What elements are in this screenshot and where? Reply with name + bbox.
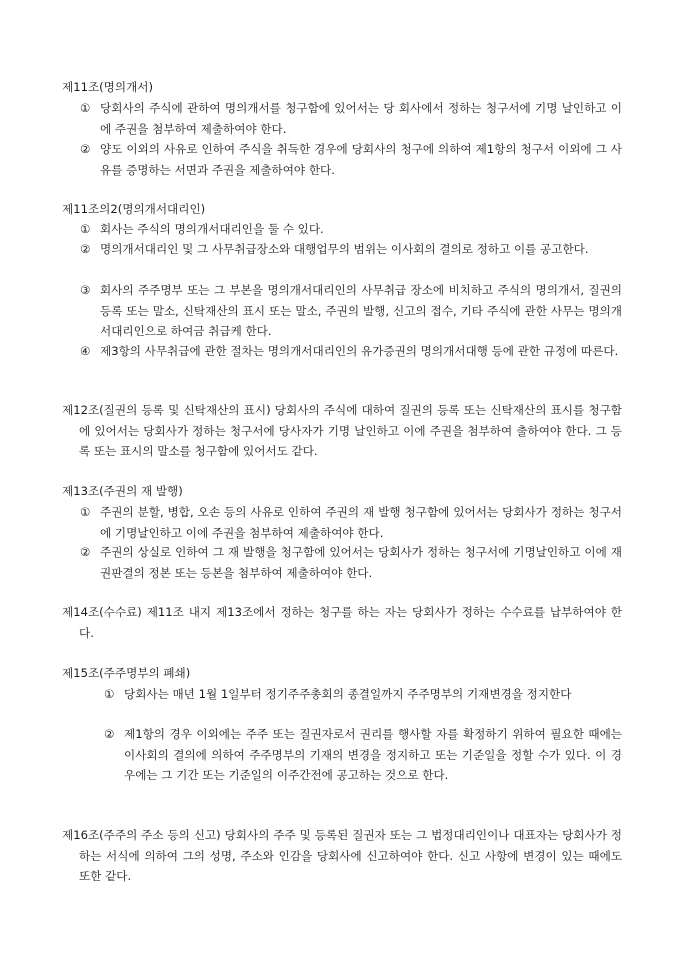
clause-text: 주권의 분할, 병합, 오손 등의 사유로 인하여 주권의 재 발행 청구함에 있어서는 당회사가 정하는 청구서에 기명날인하고 이에 주권을 첨부하여 제출하여야 한다. xyxy=(100,505,622,540)
clause-text: 당회사의 주식에 관하여 명의개서를 청구함에 있어서는 당 회사에서 정하는 청구서에 기명 날인하고 이에 주권을 첨부하여 제출하여야 한다. xyxy=(100,101,622,136)
article-heading: 제11조(명의개서) xyxy=(62,80,153,94)
clause-number: ① xyxy=(80,101,91,115)
clause-number: ④ xyxy=(80,344,91,358)
article-paragraph: 제16조(주주의 주소 등의 신고) 당회사의 주주 및 등록된 질권자 또는 그 법정대리인이나 대표자는 당회사가 정하는 서식에 의하여 그의 성명, 주소와 인감을 당회사에 신고하여야 한다. 신고 사항에 변경이 있는 때에도 또한 같다. xyxy=(62,828,622,883)
clause-text: 당회사는 매년 1월 1일부터 정기주주총회의 종결일까지 주주명부의 기재변경을 정지한다 xyxy=(124,687,572,701)
clause-text: 회사는 주식의 명의개서대리인을 둘 수 있다. xyxy=(100,222,324,236)
article-paragraph: 제12조(질권의 등록 및 신탁재산의 표시) 당회사의 주식에 대하여 질권의 등록 또는 신탁재산의 표시를 청구함에 있어서는 당회사가 정하는 청구서에 당사자가 기명 날인하고 이에 주권을 첨부하여 출하여야 한다. 그 등록 또는 표시의 말소를 청구함에 있어서도 같다. xyxy=(62,403,622,458)
clause-text: 회사의 주주명부 또는 그 부본을 명의개서대리인의 사무취급 장소에 비치하고 주식의 명의개서, 질권의 등록 또는 말소, 신탁재산의 표시 또는 말소, 주권의 발행, 신고의 접수, 기타 주식에 관한 사무는 명의개서대리인으로 하여금 취급케 한다. xyxy=(100,283,622,338)
clause xyxy=(80,239,622,260)
clause xyxy=(80,502,622,543)
clause xyxy=(80,139,622,180)
clause-number: ① xyxy=(80,222,91,236)
clause-text: 주권의 상실로 인하여 그 재 발행을 청구함에 있어서는 당회사가 정하는 청구서에 기명날인하고 이에 재권판결의 정본 또는 등본을 첨부하여 제출하여야 한다. xyxy=(100,545,622,580)
article-14 xyxy=(62,602,622,643)
article-heading: 제15조(주주명부의 폐쇄) xyxy=(62,666,191,680)
article-paragraph: 제14조(수수료) 제11조 내지 제13조에서 정하는 청구를 하는 자는 당회사가 정하는 수수료를 납부하여야 한다. xyxy=(62,605,622,640)
clause xyxy=(104,724,622,786)
clause xyxy=(104,684,622,705)
clause xyxy=(80,219,622,240)
clause-text: 명의개서대리인 및 그 사무취급장소와 대행업무의 범위는 이사회의 결의로 정하고 이를 공고한다. xyxy=(100,242,589,256)
article-12 xyxy=(62,400,622,462)
clause-number: ② xyxy=(104,727,115,741)
clause-text: 양도 이외의 사유로 인하여 주식을 취득한 경우에 당회사의 청구에 의하여 제1항의 청구서 이외에 그 사유를 증명하는 서면과 주권을 제출하여야 한다. xyxy=(100,142,622,177)
article-heading: 제11조의2(명의개서대리인) xyxy=(62,202,206,216)
clause xyxy=(80,542,622,583)
clause xyxy=(80,280,622,342)
clause-number: ② xyxy=(80,545,91,559)
clause-number: ③ xyxy=(80,283,91,297)
clause xyxy=(80,98,622,139)
clause-text: 제3항의 사무취급에 관한 절차는 명의개서대리인의 유가증권의 명의개서대행 등에 관한 규정에 따른다. xyxy=(100,344,619,358)
clause-text: 제1항의 경우 이외에는 주주 또는 질권자로서 권리를 행사할 자를 확정하기 위하여 필요한 때에는 이사회의 결의에 의하여 주주명부의 기재의 변경을 정지하고 또는 기준일을 정할 수가 있다. 이 경우에는 그 기간 또는 기준일의 이주간전에 공고하는 것으로 한다. xyxy=(124,727,622,782)
clause-number: ① xyxy=(104,687,115,701)
article-16 xyxy=(62,825,622,887)
clause xyxy=(80,341,622,362)
clause-number: ① xyxy=(80,505,91,519)
article-heading: 제13조(주권의 재 발행) xyxy=(62,484,183,498)
clause-number: ② xyxy=(80,142,91,156)
clause-number: ② xyxy=(80,242,91,256)
